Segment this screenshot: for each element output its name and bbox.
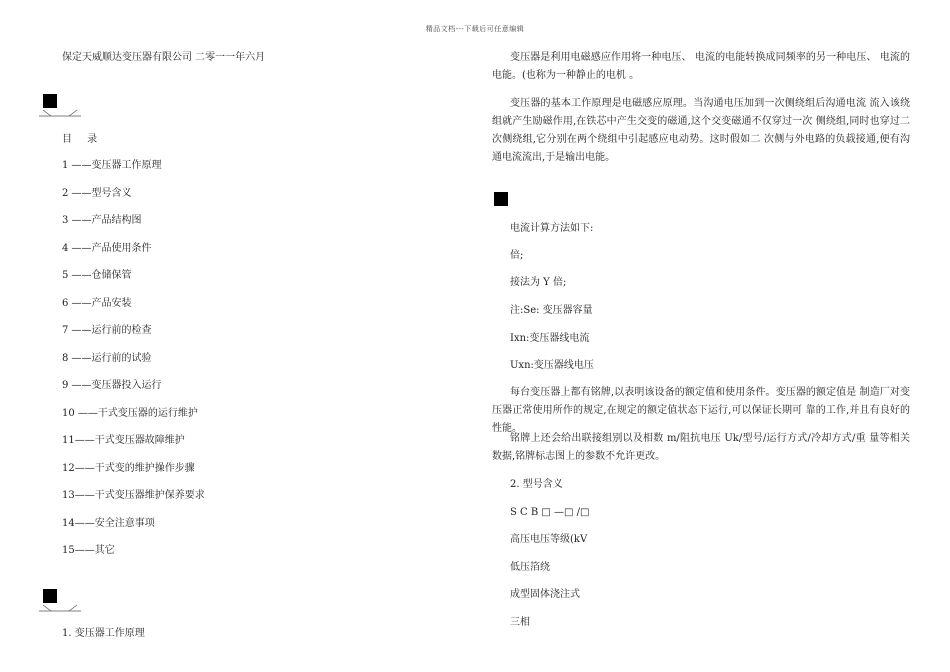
toc-item: 8 ——运行前的试验 bbox=[62, 352, 152, 364]
paragraph-principle: 变压器的基本工作原理是电磁感应原理。当沟通电压加到一次侧绕组后沟通电流 流入该绕组就产生励磁作用,在铁芯中产生交变的磁通,这个交变磁通不仅穿过一次 侧绕组,同时也穿过二次侧绕组,它分别在两个绕组中引起感应电动势。这时假如二 次侧与外电路的负载接通,便有沟通电流流出,于是输出电能。 bbox=[492, 98, 910, 163]
model-section-title: 2. 型号含义 bbox=[510, 479, 563, 490]
toc-item: 5 ——仓储保管 bbox=[62, 270, 132, 281]
toc-item: 4 ——产品使用条件 bbox=[62, 242, 152, 254]
uxn-definition: Uxn:变压器线电压 bbox=[510, 360, 594, 371]
section-1-title: 1. 变压器工作原理 bbox=[62, 628, 145, 639]
toc-item: 11——干式变压器故障维护 bbox=[62, 435, 185, 446]
toc-item: 1 ——变压器工作原理 bbox=[62, 160, 162, 171]
toc-item: 13——干式变压器维护保养要求 bbox=[62, 490, 205, 501]
divider-slash-decoration bbox=[39, 603, 81, 613]
model-code: S C B □ —□ /□ bbox=[510, 507, 590, 518]
hv-grade-label: 高压电压等级(kV bbox=[510, 534, 588, 545]
toc-item: 7 ——运行前的检查 bbox=[62, 325, 152, 336]
times-text: 倍; bbox=[510, 250, 524, 261]
toc-item: 2 ——型号含义 bbox=[62, 187, 132, 199]
current-calc-label: 电流计算方法如下: bbox=[510, 223, 594, 234]
toc-item: 15——其它 bbox=[62, 545, 115, 556]
divider-slash-decoration bbox=[39, 108, 81, 118]
toc-title: 目 录 bbox=[62, 134, 104, 145]
connection-text: 接法为 Y 倍; bbox=[510, 277, 567, 288]
toc-item: 12——干式变的维护操作步骤 bbox=[62, 462, 195, 474]
cast-resin-label: 成型固体浇注式 bbox=[510, 589, 580, 600]
three-phase-label: 三相 bbox=[510, 617, 530, 628]
note-se: 注:Se: 变压器容量 bbox=[510, 305, 593, 316]
paragraph-connection-group: 铭牌上还会给出联接组别以及相数 m/阻抗电压 Uk/型号/运行方式/冷却方式/重 量等相关数据,铭牌标志图上的参数不允许更改。 bbox=[492, 433, 910, 462]
toc-list bbox=[62, 157, 205, 570]
paragraph-intro: 变压器是利用电磁感应作用将一种电压、 电流的电能转换成同频率的另一种电压、 电流的电能。(也称为一种静止的电机 。 bbox=[492, 52, 910, 81]
toc-item: 10 ——干式变压器的运行维护 bbox=[62, 407, 198, 419]
header-note: 精品文档---下载后可任意编辑 bbox=[425, 25, 525, 33]
black-square-icon bbox=[494, 192, 508, 206]
toc-item: 14——安全注意事项 bbox=[62, 517, 155, 529]
black-square-icon bbox=[43, 94, 57, 108]
company-date-line: 保定天威顺达变压器有限公司 二零一一年六月 bbox=[62, 52, 266, 63]
toc-item: 3 ——产品结构图 bbox=[62, 215, 142, 226]
toc-item: 6 ——产品安装 bbox=[62, 297, 132, 309]
black-square-icon bbox=[43, 589, 57, 603]
toc-item: 9 ——变压器投入运行 bbox=[62, 380, 162, 391]
lv-foil-label: 低压箔绕 bbox=[510, 562, 550, 573]
paragraph-nameplate: 每台变压器上都有铭牌,以表明该设备的额定值和使用条件。变压器的额定值是 制造厂对变压器正常使用所作的规定,在规定的额定值状态下运行,可以保证长期可 靠的工作,并且有良好的性能。 bbox=[492, 387, 910, 434]
ixn-definition: Ixn:变压器线电流 bbox=[510, 333, 590, 344]
